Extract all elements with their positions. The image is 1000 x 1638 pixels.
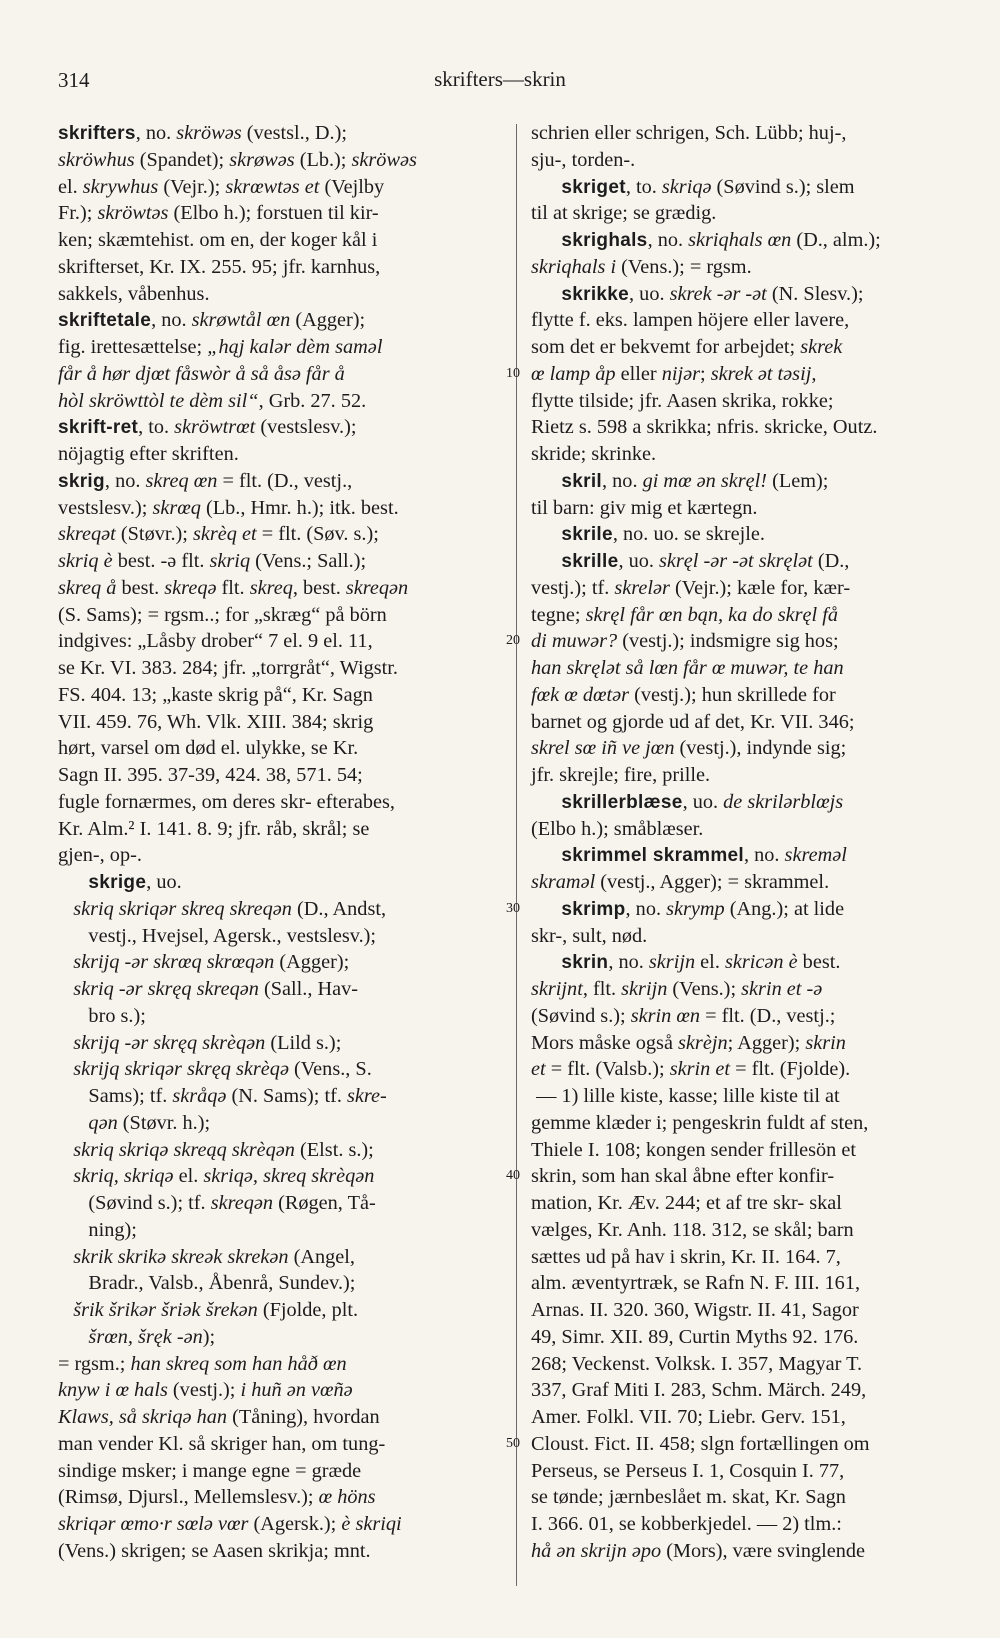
text-line: skriget, to. skriqə (Søvind s.); slem (561, 175, 855, 198)
text-line: bro s.); (58, 1004, 146, 1027)
text-line: hørt, varsel om død el. ulykke, se Kr. (58, 737, 359, 760)
text-line: jfr. skrejle; fire, prille. (531, 764, 711, 786)
text-line: skreqət (Støvr.); skrèq et = flt. (Søv. s.); (58, 523, 379, 546)
text-line: skrel sœ iñ ve jœn (vestj.), indynde sig; (531, 737, 847, 760)
text-line: vestj.); tf. skrelər (Vejr.); kæle for, kær- (531, 576, 851, 599)
text-line: skrile, no. uo. se skrejle. (561, 523, 765, 546)
text-line: Sams); tf. skråqə (N. Sams); tf. skre- (58, 1085, 387, 1107)
column-divider (516, 124, 517, 1586)
text-line: et = flt. (Valsb.); skrin et = flt. (Fjolde). (531, 1058, 851, 1081)
text-line: 49, Simr. XII. 89, Curtin Myths 92. 176. (531, 1325, 859, 1348)
right-column (531, 120, 959, 1565)
line-number: 10 (506, 365, 520, 381)
text-line: indgives: „Låsby drober“ 7 el. 9 el. 11, (58, 630, 373, 653)
text-line: skrijnt, flt. skrijn (Vens.); skrin et -ə (531, 978, 823, 1000)
text-line: se Kr. VI. 383. 284; jfr. „torrgråt“, Wigstr. (58, 657, 398, 679)
line-number: 20 (506, 633, 520, 649)
text-line: 268; Veckenst. Volksk. I. 357, Magyar T. (531, 1352, 863, 1375)
text-line: Sagn II. 395. 37-39, 424. 38, 571. 54; (58, 764, 363, 786)
text-line: Cloust. Fict. II. 458; slgn fortællingen om (531, 1432, 870, 1455)
text-line: skriq, skriqə el. skriqə, skreq skrèqən (73, 1165, 375, 1188)
text-line: VII. 459. 76, Wh. Vlk. XIII. 384; skrig (58, 710, 374, 733)
text-line: skrifterset, Kr. IX. 255. 95; jfr. karnhus, (58, 255, 381, 278)
text-line: fig. irettesættelse; „hąj kalər dèm saməl (58, 336, 383, 358)
text-line: skreq å best. skreqə flt. skreq, best. skreqən (58, 576, 409, 599)
text-line: skrige, uo. (88, 871, 182, 893)
text-line: skrijq -ər skrœq skrœqən (Agger); (73, 951, 350, 974)
text-line: skrift-ret, to. skröwtrœt (vestslesv.); (58, 416, 357, 439)
text-line: qən (Støvr. h.); (88, 1111, 211, 1134)
page-number: 314 (58, 68, 90, 92)
text-line: (Elbo h.); småblæser. (531, 817, 704, 840)
text-line: (S. Sams); = rgsm..; for „skræg“ på börn (58, 603, 387, 626)
line-number: 50 (506, 1435, 520, 1451)
text-line: œ lamp åp eller nijər; skrek ət təsij, (531, 362, 817, 385)
text-line: fugle fornærmes, om deres skr- efterabes, (58, 790, 395, 813)
text-line: (Vens.) skrigen; se Aasen skrikja; mnt. (58, 1539, 371, 1562)
text-line: skrillerblæse, uo. de skrilərblœjs (561, 790, 844, 813)
text-line: knyw i œ hals (vestj.); i huñ ən vœñə (58, 1379, 353, 1402)
text-line: sakkels, våbenhus. (58, 282, 210, 305)
text-line: vestslesv.); skrœq (Lb., Hmr. h.); itk. best. (58, 496, 399, 519)
text-line: Bradr., Valsb., Åbenrå, Sundev.); (58, 1272, 356, 1295)
text-line: skröwhus (Spandet); skrøwəs (Lb.); skröwəs (58, 148, 417, 171)
text-line: šrœn, šręk -ən); (88, 1325, 216, 1348)
text-line: skr-, sult, nød. (531, 924, 648, 947)
text-line: man vender Kl. så skriger han, om tung- (58, 1432, 386, 1455)
text-line: el. skrywhus (Vejr.); skrœwtəs et (Vejlby (58, 175, 385, 198)
text-line: barnet og gjorde ud af det, Kr. VII. 346; (531, 710, 855, 733)
text-line: = rgsm.; han skreq som han håð œn (58, 1352, 347, 1375)
text-line: tegne; skręl får œn bąn, ka do skręl få (531, 603, 838, 626)
text-line: skrifters, no. skröwəs (vestsl., D.); (58, 122, 347, 144)
text-line: skride; skrinke. (531, 443, 657, 465)
text-line: (Søvind s.); tf. skreqən (Røgen, Tå- (58, 1192, 376, 1214)
text-line: Klaws, så skriqə han (Tåning), hvordan (58, 1406, 380, 1428)
text-line: han skręlət så lœn får œ muwər, te han (531, 657, 844, 679)
text-line: gjen-, op-. (58, 844, 142, 867)
text-line: skriqər œmo·r sœlə vœr (Agersk.); è skriqi (58, 1513, 402, 1535)
text-line: fœk œ dœtər (vestj.); hun skrillede for (531, 683, 836, 706)
text-line: sættes ud på hav i skrin, Kr. II. 164. 7, (531, 1245, 841, 1268)
text-line: skrighals, no. skriqhals œn (D., alm.); (561, 229, 881, 251)
text-line: (Søvind s.); skrin œn = flt. (D., vestj.; (531, 1004, 836, 1027)
text-line: skriq skriqə skreąq skrèqən (Elst. s.); (73, 1138, 374, 1161)
text-line: skriq skriqər skreq skreqən (D., Andst, (73, 897, 387, 920)
text-line: skrin, no. skrijn el. skricən è best. (561, 951, 841, 974)
text-line: skraməl (vestj., Agger); = skrammel. (531, 871, 830, 893)
text-line: nöjagtig efter skriften. (58, 443, 239, 465)
text-line: til at skrige; se grædig. (531, 202, 717, 225)
text-line: Rietz s. 598 a skrikka; nfris. skricke, Outz. (531, 416, 878, 439)
text-line: Amer. Folkl. VII. 70; Liebr. Gerv. 151, (531, 1406, 846, 1428)
line-number: 30 (506, 900, 520, 916)
text-line: Mors måske også skrèjn; Agger); skrin (531, 1031, 846, 1054)
text-line: skrimmel skrammel, no. skreməl (561, 844, 847, 867)
line-number: 40 (506, 1168, 520, 1184)
text-line: di muwər? (vestj.); indsmigre sig hos; (531, 630, 839, 653)
text-line: som det er bekvemt for arbejdet; skrek (531, 336, 843, 358)
text-line: vælges, Kr. Anh. 118. 312, se skål; barn (531, 1218, 854, 1241)
text-line: skrin, som han skal åbne efter konfir- (531, 1165, 835, 1188)
text-line: sindige msker; i mange egne = græde (58, 1459, 362, 1482)
text-line: skrimp, no. skrymp (Ang.); at lide (561, 897, 845, 920)
text-line: skrijq -ər skręq skrèqən (Lild s.); (73, 1031, 342, 1054)
text-line: Arnas. II. 320. 360, Wigstr. II. 41, Sagor (531, 1299, 859, 1321)
text-line: skrijq skriqər skręq skrèqə (Vens., S. (73, 1058, 372, 1081)
text-line: flytte f. eks. lampen höjere eller lavere, (531, 309, 850, 332)
text-line: — 1) lille kiste, kasse; lille kiste til at (531, 1085, 840, 1107)
text-line: se tønde; jærnbeslået m. skat, Kr. Sagn (531, 1486, 846, 1509)
text-line: ning); (58, 1218, 137, 1241)
text-line: skrik skrikə skreək skrekən (Angel, (73, 1245, 355, 1268)
text-line: alm. æventyrtræk, se Rafn N. F. III. 161, (531, 1272, 861, 1295)
text-line: 337, Graf Miti I. 283, Schm. Märch. 249, (531, 1379, 867, 1402)
text-line: skrig, no. skreq œn = flt. (D., vestj., (58, 469, 353, 492)
text-line: skrille, uo. skręl -ər -ət skręlət (D., (561, 550, 850, 572)
text-line: Kr. Alm.² I. 141. 8. 9; jfr. råb, skrål; se (58, 817, 370, 840)
text-line: hòl skröwttòl te dèm sil“, Grb. 27. 52. (58, 389, 367, 412)
text-line: I. 366. 01, se kobberkjedel. — 2) tlm.: (531, 1513, 842, 1535)
text-line: flytte tilside; jfr. Aasen skrika, rokke; (531, 389, 834, 412)
text-line: Perseus, se Perseus I. 1, Cosquin I. 77, (531, 1459, 845, 1482)
text-line: ken; skæmtehist. om en, der koger kål i (58, 229, 378, 251)
text-line: skril, no. gi mœ ən skręl! (Lem); (561, 469, 829, 492)
text-line: skrikke, uo. skrek -ər -ət (N. Slesv.); (561, 282, 864, 305)
text-line: hå ən skrijn əpo (Mors), være svinglende (531, 1539, 866, 1562)
text-line: gemme klæder i; pengeskrin fuldt af sten, (531, 1111, 869, 1134)
text-line: šrik šrikər šriək šrekən (Fjolde, plt. (73, 1299, 359, 1321)
text-line: skriftetale, no. skrøwtål œn (Agger); (58, 309, 366, 332)
text-line: mation, Kr. Æv. 244; et af tre skr- skal (531, 1192, 842, 1214)
text-line: vestj., Hvejsel, Agersk., vestslesv.); (58, 924, 377, 947)
text-line: sju-, torden-. (531, 148, 636, 171)
text-line: schrien eller schrigen, Sch. Lübb; huj-, (531, 122, 847, 144)
text-line: Fr.); skröwtəs (Elbo h.); forstuen til kir- (58, 202, 379, 225)
running-head: skrifters—skrin (434, 67, 566, 91)
text-line: skriqhals i (Vens.); = rgsm. (531, 255, 752, 278)
text-line: (Rimsø, Djursl., Mellemslesv.); œ höns (58, 1486, 376, 1509)
text-line: til barn: giv mig et kærtegn. (531, 496, 758, 519)
text-line: FS. 404. 13; „kaste skrig på“, Kr. Sagn (58, 683, 373, 706)
text-line: skriq è best. -ə flt. skriq (Vens.; Sall.); (58, 550, 367, 572)
text-line: får å hør djœt fåswòr å så åsə får å (58, 362, 345, 385)
text-line: skriq -ər skręq skreqən (Sall., Hav- (73, 978, 359, 1000)
left-column (58, 120, 508, 1565)
text-line: Thiele I. 108; kongen sender frillesön et (531, 1138, 856, 1161)
